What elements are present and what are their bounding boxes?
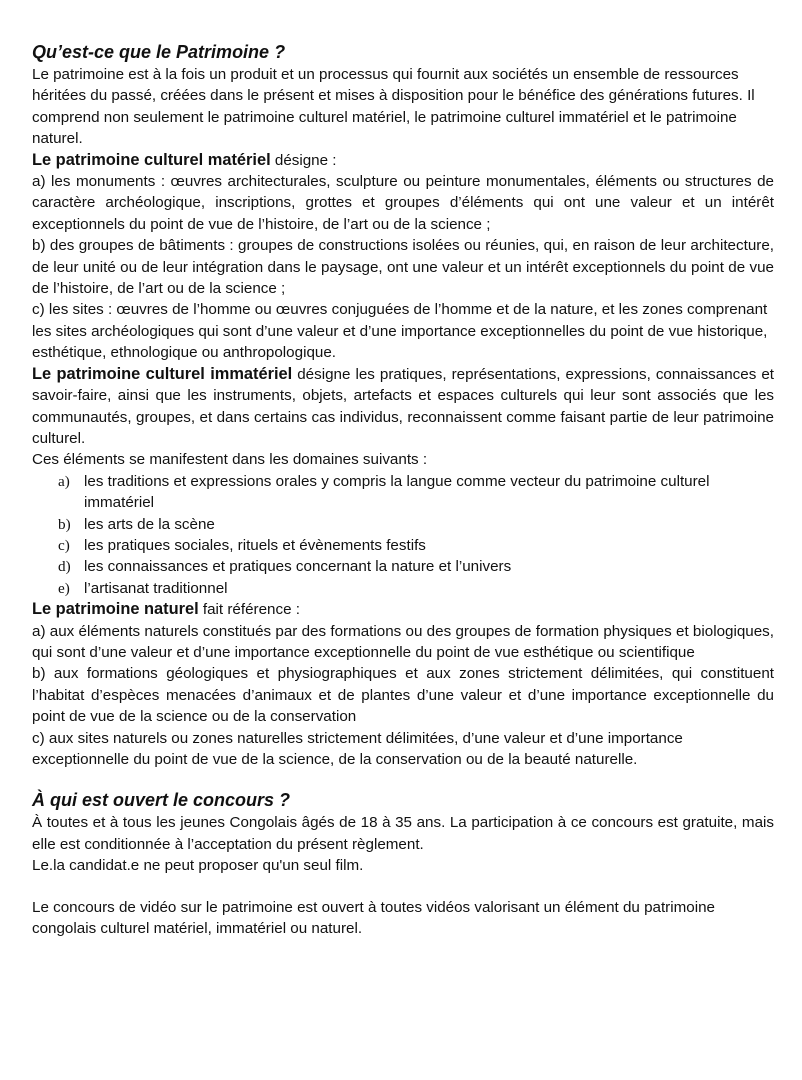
materiel-item-b: b) des groupes de bâtiments : groupes de constructions isolées ou réunies, qui, en raison de leur architecture, de leur unité ou de leur intégration dans le paysage, ont une valeur et un intérêt exceptionnels du point de vue de l’histoire, de l’art ou de la science ; — [32, 237, 774, 298]
list-marker: e) — [58, 579, 70, 597]
list-item-text: les connaissances et pratiques concernant la nature et l’univers — [84, 558, 512, 576]
list-item — [58, 535, 774, 556]
naturel-heading-rest: fait référence : — [198, 601, 300, 619]
immateriel-paragraph — [32, 364, 774, 450]
list-marker: d) — [58, 558, 71, 576]
naturel-item-a: a) aux éléments naturels constitués par des formations ou des groupes de formation physiques et biologiques, qui sont d’une valeur et d’une importance exceptionnelle du point de vue esthétique ou scientifique — [32, 622, 774, 661]
section-title-patrimoine: Qu’est-ce que le Patrimoine ? — [32, 42, 286, 62]
list-item — [58, 578, 774, 599]
immateriel-heading: Le patrimoine culturel immatériel — [32, 364, 293, 383]
materiel-heading: Le patrimoine culturel matériel — [32, 150, 271, 169]
single-film-rule: Le.la candidat.e ne peut proposer qu'un seul film. — [32, 857, 364, 875]
section-title-concours: À qui est ouvert le concours ? — [32, 790, 291, 811]
materiel-item-c: c) les sites : œuvres de l’homme ou œuvres conjuguées de l’homme et de la nature, et les zones comprenant les sites archéologiques qui sont d’une valeur et d’une importance exceptionnelles du point de vue historique, esthétique, ethnologique ou anthropologique. — [32, 301, 768, 362]
domains-list — [32, 471, 774, 599]
naturel-item-b: b) aux formations géologiques et physiographiques et aux zones strictement délimitées, qui constituent l’habitat d’espèces menacées d’animaux et de plantes d’une valeur et d’une importance exceptionnelle du point de vue de la science ou de la conservation — [32, 665, 774, 726]
list-item-text: les arts de la scène — [84, 515, 215, 533]
naturel-item-c: c) aux sites naturels ou zones naturelles strictement délimitées, d’une valeur et d’une importance exceptionnelle du point de vue de la science, de la conservation ou de la beauté naturelle. — [32, 729, 683, 768]
list-item-text: les traditions et expressions orales y compris la langue comme vecteur du patrimoine culturel immatériel — [84, 472, 710, 512]
scope-paragraph: Le concours de vidéo sur le patrimoine est ouvert à toutes vidéos valorisant un élément du patrimoine congolais culturel matériel, immatériel ou naturel. — [32, 898, 715, 938]
list-item-text: l’artisanat traditionnel — [84, 579, 228, 597]
list-item — [58, 556, 774, 577]
list-item — [58, 471, 774, 514]
list-marker: b) — [58, 515, 71, 533]
materiel-item-a: a) les monuments : œuvres architecturales, sculpture ou peinture monumentales, éléments ou structures de caractère archéologique, inscriptions, grottes et groupes d’éléments qui ont une valeur et un intérêt exceptionnels du point de vue de l’histoire, de l’art ou de la science ; — [32, 173, 774, 233]
document-page — [32, 40, 774, 939]
eligibility-paragraph: À toutes et à tous les jeunes Congolais âgés de 18 à 35 ans. La participation à ce concours est gratuite, mais elle est conditionnée à l’acceptation du présent règlement. — [32, 814, 774, 853]
materiel-heading-rest: désigne : — [270, 151, 337, 169]
intro-paragraph: Le patrimoine est à la fois un produit et un processus qui fournit aux sociétés un ensemble de ressources héritées du passé, créées dans le présent et mises à disposition pour le bénéfice des générations futures. Il comprend non seulement le patrimoine culturel matériel, le patrimoine culturel immatériel et le patrimoine naturel. — [32, 66, 755, 148]
list-marker: a) — [58, 472, 70, 490]
section-spacer — [32, 770, 774, 788]
list-marker: c) — [58, 536, 70, 554]
naturel-heading: Le patrimoine naturel — [32, 600, 199, 619]
paragraph-spacer — [32, 877, 774, 897]
naturel-heading-paragraph — [32, 599, 774, 620]
list-item — [58, 514, 774, 535]
immateriel-heading-rest: désigne les pratiques, représentations, expressions, connaissances et savoir-faire, ainsi que les instruments, objets, artefacts et espaces culturels qui leur sont associés que les communautés, groupes, et dans certains cas individus, reconnaissent comme faisant partie de leur patrimoine culturel. — [32, 365, 774, 447]
materiel-heading-paragraph — [32, 150, 774, 171]
list-item-text: les pratiques sociales, rituels et évènements festifs — [84, 536, 426, 554]
domains-intro: Ces éléments se manifestent dans les domaines suivants : — [32, 451, 428, 469]
